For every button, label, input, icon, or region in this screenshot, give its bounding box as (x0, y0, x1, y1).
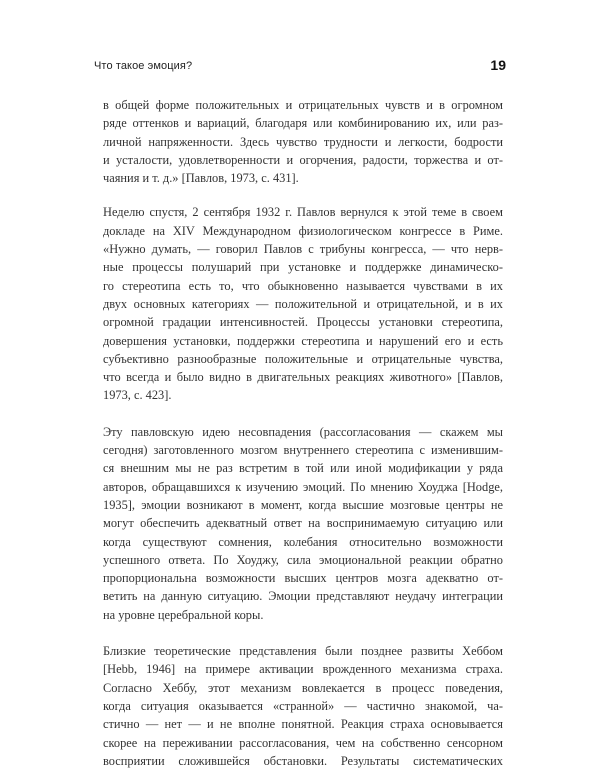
running-head-title: Что такое эмоция? (94, 60, 193, 72)
text-line: субъективно разнообразные положительные и отрицательные чувства, (103, 351, 503, 366)
text-line: могут обеспечить адекватный ответ на воспринимаемую ситуацию или (103, 516, 503, 531)
text-line: личной напряженности. Здесь чувство трудности и легкости, бодрости (103, 134, 503, 149)
paragraph-gap (103, 405, 503, 423)
text-line: и усталости, удовлетворенности и огорчения, радости, торжества и от- (103, 152, 503, 167)
text-line: ся внешним мы не раз встретим в той или иной модификации у ряда (103, 461, 503, 476)
text-line: сегодня) заготовленного мозгом внутреннего стереотипа с изменившим- (103, 443, 503, 458)
text-line: Эту павловскую идею несовпадения (рассогласования — скажем мы (103, 424, 503, 439)
text-line: когда ситуация оказывается «странной» — частично знакомой, ча- (103, 698, 503, 713)
text-line: стично — нет — и не вполне понятной. Реакция страха основывается (103, 717, 503, 732)
text-line: го стереотипа есть то, что обыкновенно называется чувствами в их (103, 278, 503, 293)
text-line: скорее на переживании рассогласования, чем на собственно сенсорном (103, 735, 503, 750)
paragraph-4 (103, 642, 503, 770)
page-number: 19 (490, 57, 506, 73)
text-line: 1973, с. 423]. (103, 388, 172, 403)
paragraph-1 (103, 96, 503, 187)
text-line: докладе на XIV Международном физиологическом конгрессе в Риме. (103, 223, 503, 238)
paragraph-3 (103, 423, 503, 624)
text-line: огромной градации интенсивностей. Процессы установки стереотипа, (103, 315, 503, 330)
paragraph-2 (103, 203, 503, 404)
text-line: Неделю спустя, 2 сентября 1932 г. Павлов вернулся к этой теме в своем (103, 205, 503, 220)
text-line: что всегда и было видно в двигательных реакциях животного» [Павлов, (103, 370, 503, 385)
text-line: на уровне церебральной коры. (103, 607, 264, 622)
text-line: [Hebb, 1946] на примере активации врожденного механизма страха. (103, 662, 503, 677)
text-line: успешного ответа. По Хоуджу, сила эмоциональной реакции обратно (103, 552, 503, 567)
body-text (103, 96, 503, 770)
text-line: восприятии сложившейся обстановки. Результаты систематических (103, 753, 503, 768)
text-line: авторов, обращавшихся к изучению эмоций. По мнению Хоуджа [Hodge, (103, 479, 503, 494)
text-line: Близкие теоретические представления были позднее развиты Хеббом (103, 644, 503, 659)
text-line: ные процессы полушарий при установке и поддержке динамическо- (103, 260, 503, 275)
text-line: довершения установки, поддержки стереотипа и нарушений его и есть (103, 333, 503, 348)
text-line: 1935], эмоции возникают в момент, когда высшие мозговые центры не (103, 497, 503, 512)
text-line: Согласно Хеббу, этот механизм вовлекается в процесс поведения, (103, 680, 503, 695)
text-line: двух основных категориях — положительной и отрицательной, и в их (103, 296, 503, 311)
text-line: в общей форме положительных и отрицательных чувств и в огромном (103, 98, 503, 112)
text-line: чаяния и т. д.» [Павлов, 1973, с. 431]. (103, 171, 299, 186)
text-line: ряде оттенков и вариаций, благодаря или комбинированию их, или раз- (103, 116, 503, 131)
paragraph-gap (103, 624, 503, 642)
text-line: когда существуют сомнения, колебания относительно возможности (103, 534, 503, 549)
paragraph-gap (103, 187, 503, 203)
text-line: «Нужно думать, — говорил Павлов с трибуны конгресса, — что нерв- (103, 242, 503, 257)
text-line: пропорциональна возможности высших центров мозга адекватно от- (103, 571, 503, 586)
text-line: ветить на данную ситуацию. Эмоции представляют неудачу интеграции (103, 589, 503, 604)
